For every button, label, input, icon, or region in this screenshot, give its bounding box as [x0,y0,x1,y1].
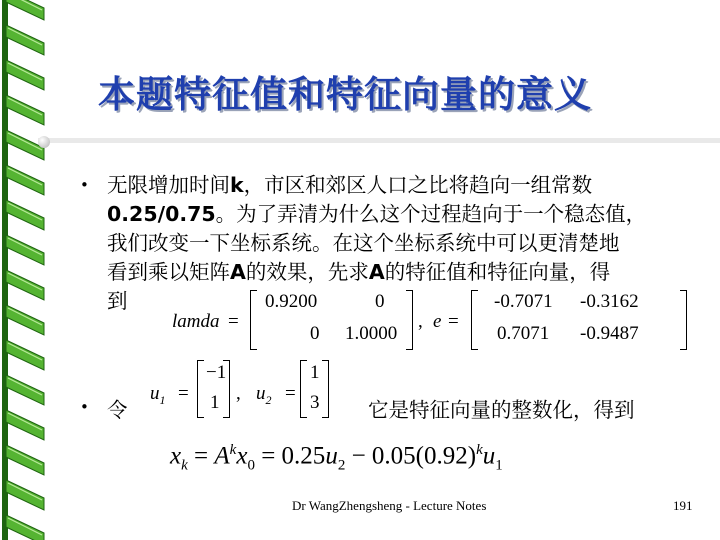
footer-author: Dr WangZhengsheng - Lecture Notes [292,498,487,513]
vector-right-bracket [322,360,329,418]
matrix-cell: 0.7071 [497,323,550,344]
title-divider [38,138,720,143]
equals-sign: = [448,311,459,332]
text-line: 看到乘以矩阵A的效果，先求A的特征值和特征向量，得 [107,260,611,284]
vector-cell: 1 [310,362,320,383]
bullet2-text: 它是特征向量的整数化，得到 [368,398,635,422]
text-line: 我们改变一下坐标系统。在这个坐标系统中可以更清楚地 [107,231,620,255]
slide-title: 本题特征值和特征向量的意义 [98,73,592,116]
matrix-left-bracket [471,290,478,350]
text-line: 0.25/0.75。为了弄清为什么这个过程趋向于一个稳态值， [107,202,647,226]
vector-cell: 1 [210,392,220,413]
matrix-right-bracket [680,290,687,350]
vector-cell: −1 [206,362,227,383]
matrix-cell: 0 [310,323,320,344]
matrix-cell: -0.3162 [580,291,639,312]
result-formula: $x_k = A^kx_0 = 0.25u_2 - 0.05(0.92)^ku_1$ [170,442,503,474]
equals-sign: = [228,311,239,332]
e-label: e [433,311,442,332]
text-line: 无限增加时间k，市区和郊区人口之比将趋向一组常数 [107,173,593,197]
vector-cell: 3 [310,392,320,413]
matrix-cell: -0.9487 [580,323,639,344]
u2-label: $u_2$ [256,383,272,407]
matrix-cell: 0 [375,291,385,312]
vector-left-bracket [197,360,204,418]
vector-right-bracket [223,360,230,418]
bullet-icon: • [80,398,89,416]
separator: , [236,383,241,404]
page-number: 191 [673,498,693,513]
matrix-cell: 0.9200 [265,291,318,312]
matrix-cell: -0.7071 [494,291,553,312]
u1-label: $u_1$ [150,383,166,407]
lamda-label: lamda [172,311,220,332]
matrix-left-bracket [250,290,257,350]
separator: , [418,311,423,332]
bullet-label: 令 [107,398,128,422]
equals-sign: = [178,383,189,404]
matrix-right-bracket [406,290,413,350]
equals-sign: = [285,383,296,404]
text-line: 到 [107,289,128,313]
matrix-cell: 1.0000 [345,323,398,344]
binder-spine-decoration [0,0,78,540]
vector-left-bracket [300,360,307,418]
bullet-icon: • [80,176,89,194]
divider-knob [38,136,50,148]
